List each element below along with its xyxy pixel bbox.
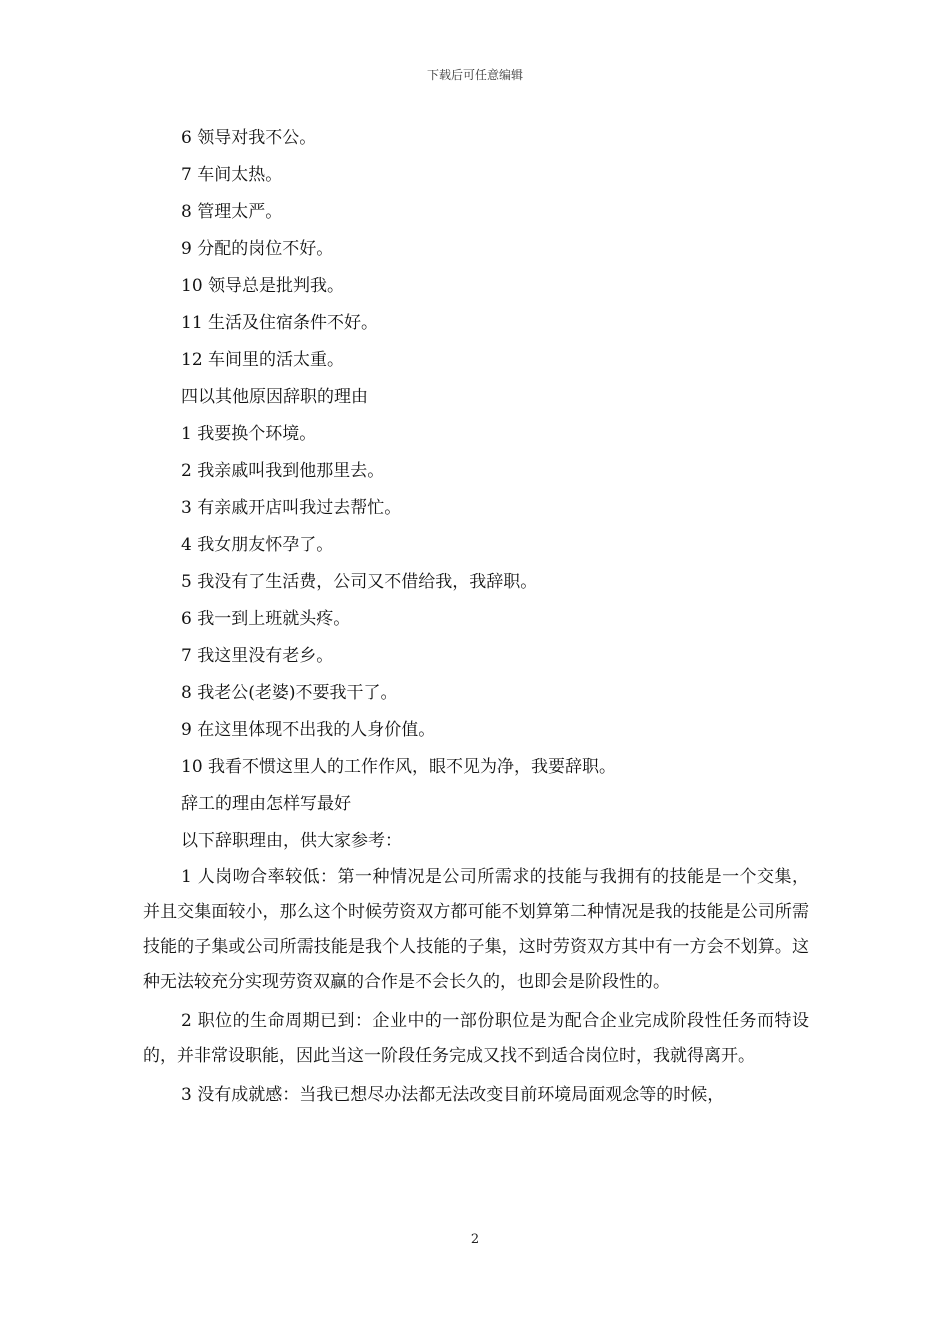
paragraph: 1 人岗吻合率较低：第一种情况是公司所需求的技能与我拥有的技能是一个交集，并且交集面较小，那么这个时候劳资双方都可能不划算第二种情况是我的技能是公司所需技能的子集或公司所需技能是我个人技能的子集，这时劳资双方其中有一方会不划算。这种无法较充分实现劳资双赢的合作是不会长久的，也即会是阶段性的。 bbox=[143, 867, 809, 992]
list-item: 5 我没有了生活费，公司又不借给我，我辞职。 bbox=[181, 572, 538, 592]
page-number: 2 bbox=[470, 1232, 480, 1247]
list-item: 10 领导总是批判我。 bbox=[181, 276, 345, 296]
list-item: 4 我女朋友怀孕了。 bbox=[181, 535, 334, 555]
list-item: 11 生活及住宿条件不好。 bbox=[181, 313, 379, 333]
section-heading: 辞工的理由怎样写最好 bbox=[181, 794, 351, 814]
page-header: 下载后可任意编辑 bbox=[426, 68, 523, 82]
paragraph: 2 职位的生命周期已到：企业中的一部份职位是为配合企业完成阶段性任务而特设的，并非常设职能，因此当这一阶段任务完成又找不到适合岗位时，我就得离开。 bbox=[143, 1011, 809, 1066]
list-item: 6 领导对我不公。 bbox=[181, 128, 317, 148]
section-heading: 四以其他原因辞职的理由 bbox=[181, 387, 368, 407]
paragraph: 3 没有成就感：当我已想尽办法都无法改变目前环境局面观念等的时候， bbox=[181, 1085, 725, 1105]
list-item: 6 我一到上班就头疼。 bbox=[181, 609, 351, 629]
list-item: 1 我要换个环境。 bbox=[181, 424, 317, 444]
intro-line: 以下辞职理由，供大家参考： bbox=[181, 831, 402, 851]
list-item: 9 在这里体现不出我的人身价值。 bbox=[181, 720, 436, 740]
list-item: 8 管理太严。 bbox=[181, 202, 283, 222]
list-item: 10 我看不惯这里人的工作作风，眼不见为净，我要辞职。 bbox=[181, 757, 617, 777]
list-item: 2 我亲戚叫我到他那里去。 bbox=[181, 461, 385, 481]
list-item: 9 分配的岗位不好。 bbox=[181, 239, 334, 259]
list-item: 8 我老公(老婆)不要我干了。 bbox=[181, 683, 398, 703]
list-item: 7 车间太热。 bbox=[181, 165, 283, 185]
list-item: 7 我这里没有老乡。 bbox=[181, 646, 334, 666]
list-item: 12 车间里的活太重。 bbox=[181, 350, 345, 370]
document-body bbox=[143, 120, 809, 1117]
list-item: 3 有亲戚开店叫我过去帮忙。 bbox=[181, 498, 402, 518]
